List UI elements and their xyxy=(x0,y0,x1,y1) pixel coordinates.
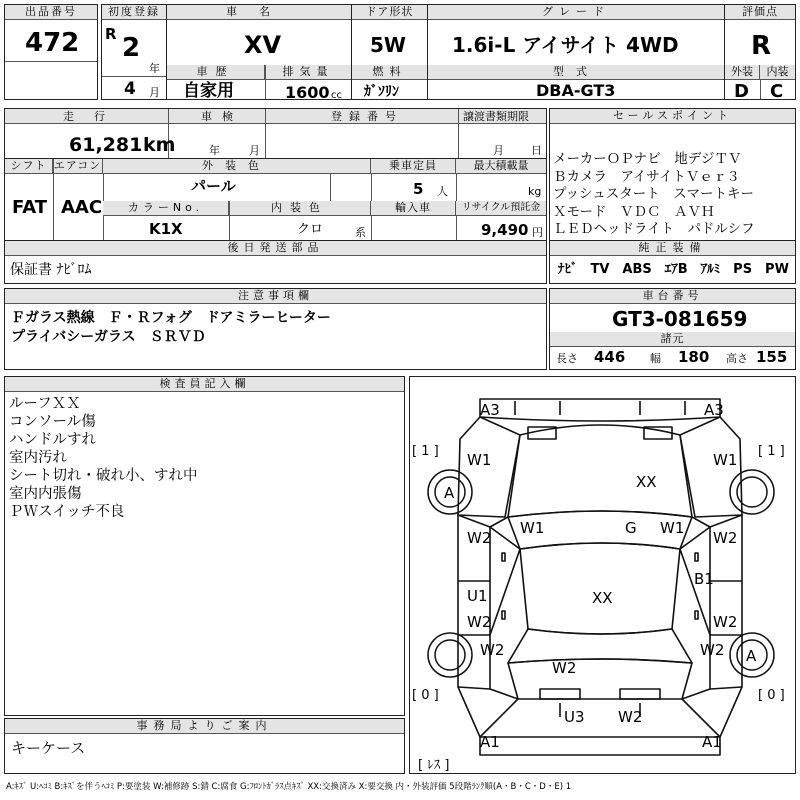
recycle-label: リサイクル預託金 xyxy=(456,201,546,216)
mark-xx-roof: XX xyxy=(592,589,613,607)
mark-a3-right: A3 xyxy=(704,401,724,419)
mark-a-left-wheel: A xyxy=(444,484,455,502)
registration-month: 4 xyxy=(124,79,136,99)
mark-a1-right: A1 xyxy=(702,733,722,751)
sales-points-box xyxy=(549,108,796,242)
car-outline-diagram xyxy=(410,377,794,772)
history-label: 車歴 xyxy=(167,65,265,80)
mark-g-windshield: G xyxy=(625,519,637,537)
note-line: プライバシーガラス ＳＲＶＤ xyxy=(11,329,206,345)
shift-type: FAT xyxy=(12,197,48,218)
vehicle-history: 自家用 xyxy=(183,81,234,101)
car-name-label: 車名 xyxy=(167,5,351,20)
chassis-label: 車台番号 xyxy=(550,289,795,304)
later-parts-label: 後日発送部品 xyxy=(5,241,546,256)
color-number: K1X xyxy=(149,220,183,238)
genuine-equipment-box xyxy=(549,240,796,284)
height-label: 高さ xyxy=(726,352,748,365)
transfer-day-unit: 日 xyxy=(531,144,542,157)
fuel-label: 燃料 xyxy=(352,65,427,80)
inspector-note-line: 室内汚れ xyxy=(9,450,67,466)
max-load-unit: kg xyxy=(528,185,542,198)
car-name-box xyxy=(166,4,352,100)
import-label: 輸入車 xyxy=(371,201,456,216)
interior-color-unit: 系 xyxy=(355,226,366,239)
mileage-row xyxy=(4,108,547,160)
registration-year: 2 xyxy=(122,33,141,63)
inspector-note-line: ハンドルすれ xyxy=(9,432,96,448)
exterior-label: 外装 xyxy=(725,65,760,80)
recycle-deposit: 9,490 xyxy=(481,221,529,239)
model-code: DBA-GT3 xyxy=(536,81,616,100)
sales-point-item: プッシュスタート スマートキー xyxy=(553,186,755,202)
length: 446 xyxy=(594,348,626,366)
first-registration-label: 初度登録 xyxy=(102,5,166,20)
mark-a3-left: A3 xyxy=(480,401,500,419)
inspector-notes-label: 検査員記入欄 xyxy=(5,377,404,392)
displacement: 1600 xyxy=(285,83,330,102)
tire-rear-left: [ 0 ] xyxy=(412,688,439,703)
mileage-label: 走行 xyxy=(63,110,125,123)
transfer-deadline-label: 譲渡書類期限 xyxy=(463,110,529,123)
chassis-number: GT3-081659 xyxy=(612,307,748,331)
inspection-year-unit: 年 xyxy=(209,144,220,157)
recycle-unit: 円 xyxy=(532,226,543,239)
later-parts: 保証書 ﾅﾋﾞﾛﾑ xyxy=(10,262,92,278)
mileage: 61,281 xyxy=(69,134,143,156)
sales-point-item: Ｘモード ＶＤＣ ＡＶＨ xyxy=(553,203,715,220)
dims-label: 諸元 xyxy=(550,332,795,347)
mark-w2-rear-glass: W2 xyxy=(552,659,577,677)
capacity: 5 xyxy=(413,180,424,198)
ac-type: AAC xyxy=(61,197,103,218)
grade-label: グレード xyxy=(428,5,724,20)
grade-box xyxy=(427,4,725,100)
mark-u3-rear: U3 xyxy=(564,708,585,726)
inspector-note-line: ＰＷスイッチ不良 xyxy=(9,504,125,520)
sales-point-item: メーカーＯＰナビ 地デジＴＶ xyxy=(553,151,742,167)
mark-w1-right-pillar: W1 xyxy=(660,519,685,537)
mark-w1-right-fender: W1 xyxy=(713,451,738,469)
interior-label: 内装 xyxy=(760,65,795,80)
score-label: 評価点 xyxy=(725,5,795,20)
exterior-grade: D xyxy=(734,81,749,102)
genuine-equipment-label: 純正装備 xyxy=(550,241,795,256)
width: 180 xyxy=(678,348,710,366)
mark-w1-left-pillar: W1 xyxy=(520,519,545,537)
inspector-note-line: ルーフＸＸ xyxy=(9,396,81,412)
capacity-label: 乗車定員 xyxy=(371,159,456,174)
exterior-color-label: 外装色 xyxy=(103,159,371,174)
car-name: XV xyxy=(244,31,282,59)
width-label: 幅 xyxy=(650,352,661,365)
sales-point-item: ＬＥＤヘッドライト パドルシフ xyxy=(553,221,755,237)
first-registration-box xyxy=(101,4,167,100)
shift-label: シフト xyxy=(5,159,53,174)
mark-w2-right-quarter: W2 xyxy=(700,641,725,659)
inspector-notes-box xyxy=(4,376,405,716)
damage-diagram-box xyxy=(409,376,796,774)
notes-box xyxy=(4,288,547,370)
inspector-note-line: 室内内張傷 xyxy=(9,486,82,502)
later-parts-box xyxy=(4,240,547,284)
interior-color: クロ xyxy=(297,222,324,237)
inspector-note-line: シート切れ・破れ小、すれ中 xyxy=(9,468,198,484)
tire-rear-right: [ 0 ] xyxy=(758,688,785,703)
office-note: キーケース xyxy=(11,739,86,757)
lot-number-label: 出品番号 xyxy=(5,5,97,20)
ac-label: エアコン xyxy=(53,159,102,172)
reg-number-label: 登録番号 xyxy=(331,110,403,123)
mark-xx-hood: XX xyxy=(636,473,657,491)
mark-w2-right-rear-door: W2 xyxy=(713,613,738,631)
mark-u1-left: U1 xyxy=(467,587,488,605)
overall-score: R xyxy=(751,31,772,61)
grade: 1.6i-L アイサイト 4WD xyxy=(452,33,679,57)
mark-w1-left-fender: W1 xyxy=(467,451,492,469)
capacity-unit: 人 xyxy=(437,185,448,198)
interior-color-label: 内装色 xyxy=(229,201,371,216)
note-line: Ｆガラス熱線 Ｆ・Ｒフォグ ドアミラーヒーター xyxy=(11,310,331,326)
inspection-label: 車検 xyxy=(201,110,243,123)
sales-point-item: Ｂカメラ アイサイトＶｅｒ３ xyxy=(553,168,740,185)
chassis-box xyxy=(549,288,796,370)
inspector-notes-list xyxy=(9,395,198,521)
mark-w2-left-front-door: W2 xyxy=(467,529,492,547)
exterior-color: パール xyxy=(191,177,236,195)
tire-front-right: [ 1 ] xyxy=(758,444,785,459)
office-label: 事務局よりご案内 xyxy=(5,719,404,734)
notes-label: 注意事項欄 xyxy=(5,289,546,304)
mark-w2-right-front-door: W2 xyxy=(713,529,738,547)
door-label: ドア形状 xyxy=(352,5,427,20)
genuine-equipment: ﾅﾋﾞ TV ABS ｴｱB ｱﾙﾐ PS PW xyxy=(558,262,789,277)
mark-w2-rear: W2 xyxy=(618,708,643,726)
mileage-unit: km xyxy=(143,134,176,156)
era-letter: R xyxy=(105,25,117,43)
legend: A:ｷｽﾞ U:ﾍｺﾐ B:ｷｽﾞを伴うﾍｺﾐ P:要塗装 W:補修跡 S:錆 C:腐食 G:ﾌﾛﾝﾄｶﾞﾗｽ点ｷｽﾞ XX:交換済み X:要交換 内・外装評価 5段階ﾗﾝｸ順(A・B・C・D・E) 1 xyxy=(6,782,572,792)
year-unit: 年 xyxy=(149,62,160,75)
door-type: 5W xyxy=(370,33,406,57)
inspection-month-unit: 月 xyxy=(249,144,260,157)
mark-w2-left-rear-door: W2 xyxy=(467,613,492,631)
lot-number-box xyxy=(4,4,98,100)
score-box xyxy=(724,4,796,100)
model-label: 型式 xyxy=(428,65,724,80)
month-unit: 月 xyxy=(149,86,160,99)
max-load-label: 最大積載量 xyxy=(456,159,546,174)
mark-a-right-wheel: A xyxy=(746,647,757,665)
fuel: ｶﾞｿﾘﾝ xyxy=(364,84,399,100)
displacement-unit: cc xyxy=(331,90,342,101)
transfer-month-unit: 月 xyxy=(493,144,504,157)
sales-points-list xyxy=(553,151,755,239)
notes-list xyxy=(11,309,331,347)
displacement-label: 排気量 xyxy=(265,65,351,80)
inspector-note-line: コンソール傷 xyxy=(9,414,96,430)
sales-points-label: セールスポイント xyxy=(550,109,795,124)
mark-a1-left: A1 xyxy=(480,733,500,751)
mark-w2-left-quarter: W2 xyxy=(480,641,505,659)
interior-grade: C xyxy=(770,81,784,102)
spec-row xyxy=(4,158,547,242)
door-box xyxy=(351,4,428,100)
lot-number: 472 xyxy=(25,28,80,58)
length-label: 長さ xyxy=(556,352,578,365)
mark-b1-right: B1 xyxy=(694,570,714,588)
spare-tire: [ ﾚｽ ] xyxy=(418,758,450,772)
tire-front-left: [ 1 ] xyxy=(412,444,439,459)
height: 155 xyxy=(756,348,788,366)
color-no-label: カラーNo. xyxy=(103,201,229,216)
office-box xyxy=(4,718,405,774)
